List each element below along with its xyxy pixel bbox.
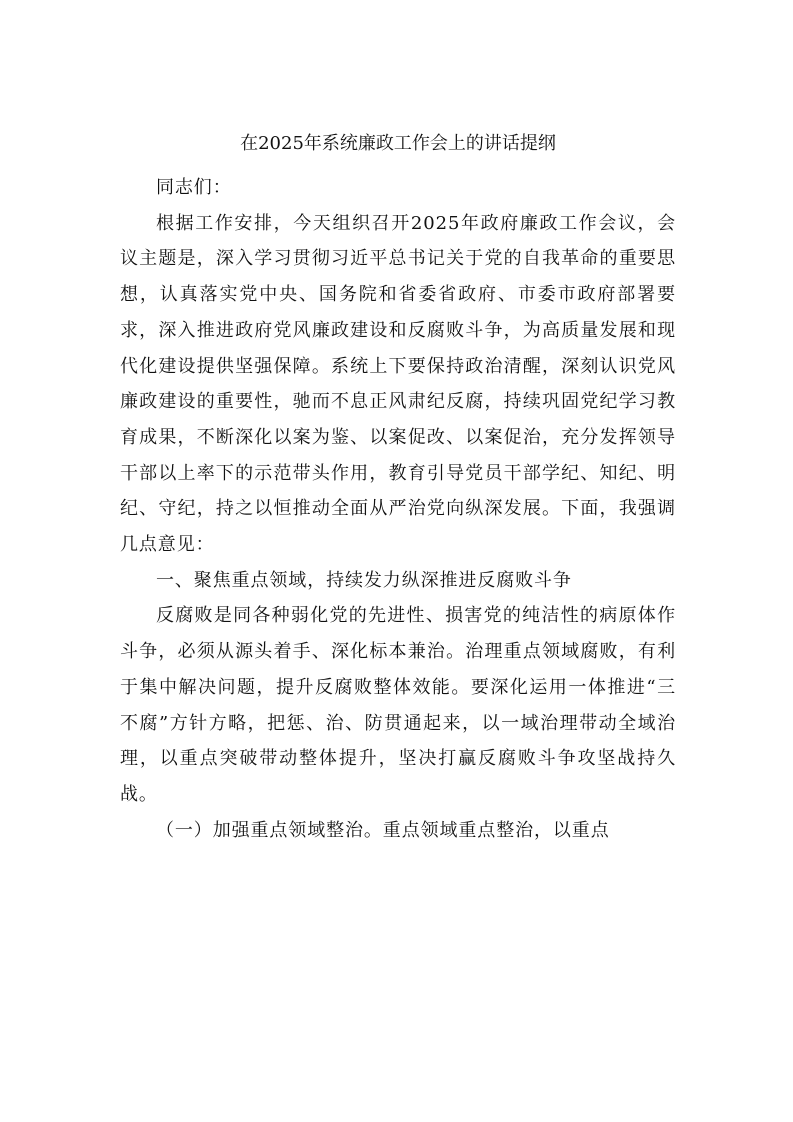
salutation: 同志们： [156,177,232,198]
paragraph-intro: 根据工作安排，今天组织召开2025年政府廉政工作会议，会议主题是，深入学习贯彻习近平总书记关于党的自我革命的重要思想，认真落实党中央、国务院和省委省政府、市委市政府部署要求，深入推进政府党风廉政建设和反腐败斗争，为高质量发展和现代化建设提供坚强保障。系统上下要保持政治清醒，深刻认识党风廉政建设的重要性，驰而不息正风肃纪反腐，持续巩固党纪学习教育成果，不断深化以案为鉴、以案促改、以案促治，充分发挥领导干部以上率下的示范带头作用，教育引导党员干部学纪、知纪、明纪、守纪，持之以恒推动全面从严治党向纵深发展。下面，我强调几点意见： [120,212,676,556]
subsection-heading-1: （一）加强重点领域整治。重点领域重点整治，以重点 [156,819,610,841]
document-body [120,170,676,848]
paragraph-section-1: 反腐败是同各种弱化党的先进性、损害党的纯洁性的病原体作斗争，必须从源头着手、深化标本兼治。治理重点领域腐败，有利于集中解决问题，提升反腐败整体效能。要深化运用一体推进“三不腐”方针方略，把惩、治、防贯通起来，以一域治理带动全域治理，以重点突破带动整体提升，坚决打赢反腐败斗争攻坚战持久战。 [120,605,676,805]
document-title: 在2025年系统廉政工作会上的讲话提纲 [240,133,556,154]
section-heading-1: 一、聚焦重点领域，持续发力纵深推进反腐败斗争 [156,569,572,591]
